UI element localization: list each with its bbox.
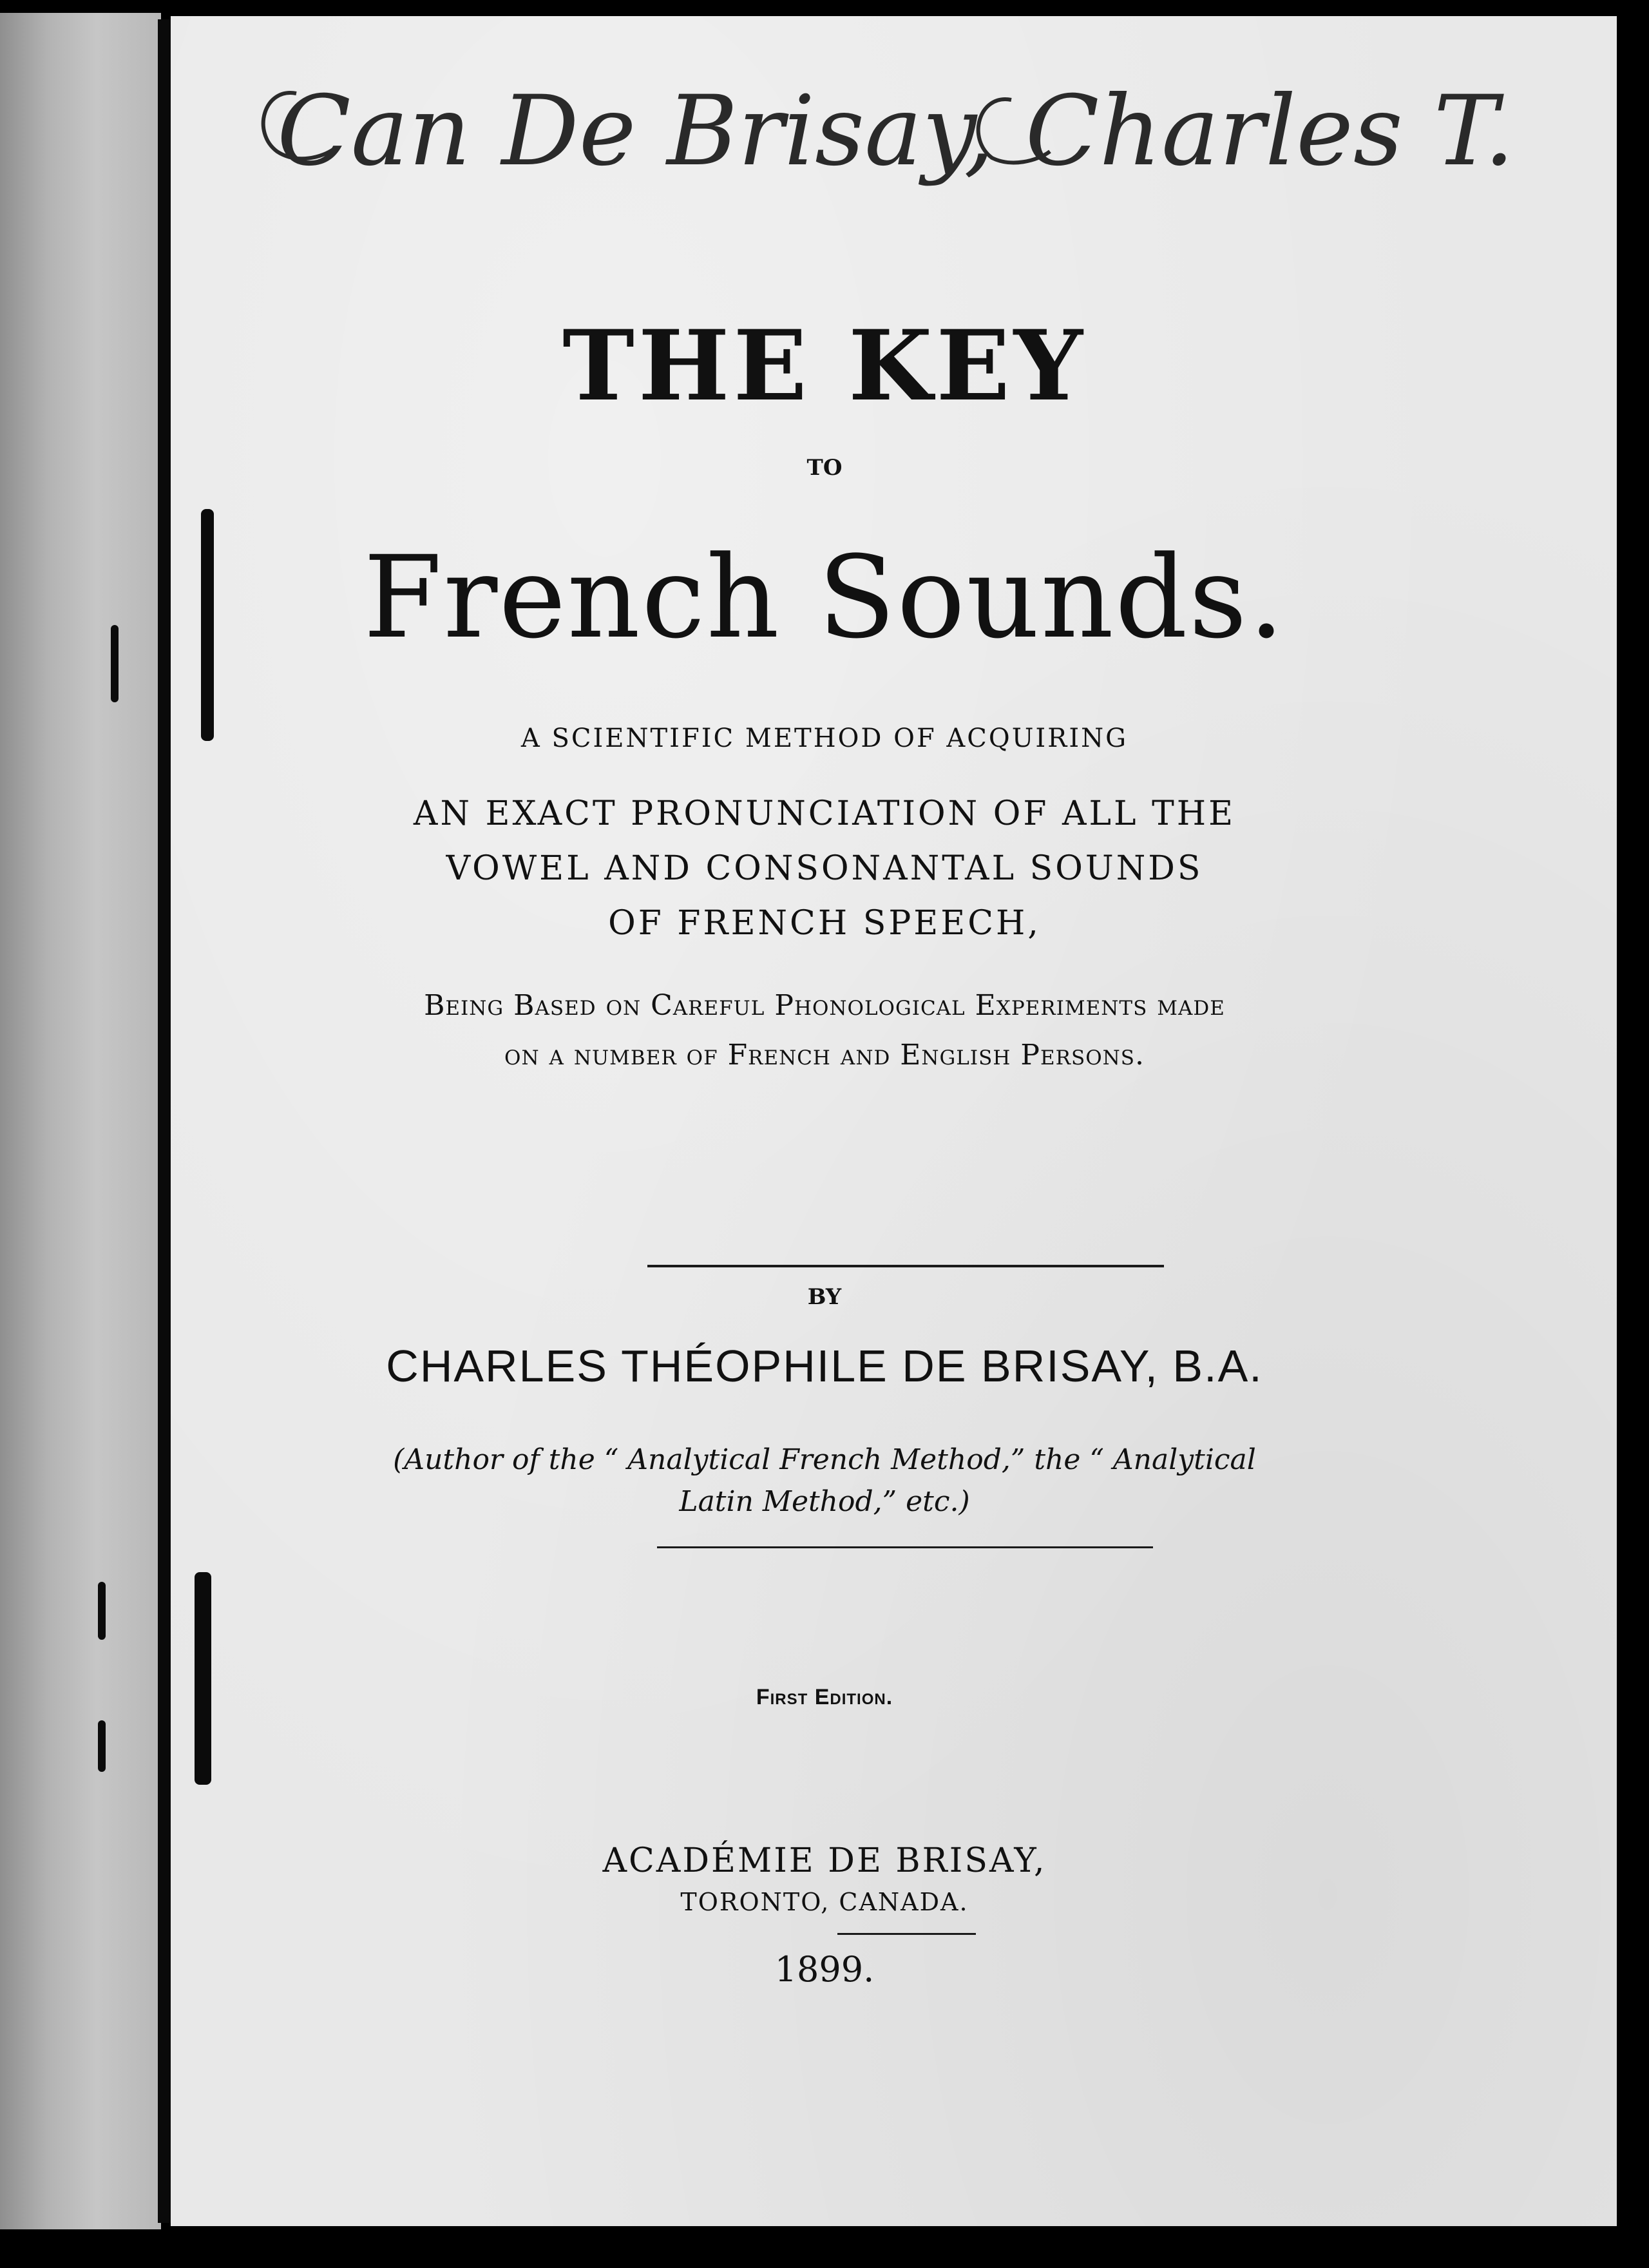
divider-rule [837, 1933, 976, 1935]
author-note: Latin Method,” etc.) [679, 1485, 970, 1518]
title-main: THE KEY [562, 309, 1087, 423]
title-subject: French Sounds. [363, 532, 1286, 664]
binding-mark [98, 1720, 106, 1772]
description-line: AN EXACT PRONUNCIATION OF ALL THE [413, 794, 1236, 833]
handwritten-text: Can De Brisay, Charles T. [277, 75, 1515, 187]
author-name: CHARLES THÉOPHILE DE BRISAY, B.A. [386, 1341, 1263, 1391]
publication-year: 1899. [774, 1949, 875, 1990]
basis-line: Being Based on Careful Phonological Experiments made [424, 989, 1225, 1022]
byline-by: BY [807, 1284, 842, 1310]
title-connector: TO [806, 455, 843, 481]
handwritten-annotation [251, 35, 1604, 203]
publisher-name: ACADÉMIE DE BRISAY, [602, 1841, 1047, 1880]
binding-mark [98, 1582, 106, 1640]
binding-mark [195, 1572, 211, 1785]
description-line: OF FRENCH SPEECH, [608, 904, 1041, 943]
basis-line: on a number of French and English Persons. [504, 1039, 1145, 1072]
divider-rule [657, 1546, 1153, 1548]
author-note: (Author of the “ Analytical French Method,” the “ Analytical [393, 1443, 1256, 1476]
publisher-city: TORONTO, CANADA. [680, 1888, 969, 1916]
description-line: VOWEL AND CONSONANTAL SOUNDS [446, 849, 1203, 888]
divider-rule [647, 1265, 1164, 1267]
edition-label: First Edition. [756, 1685, 893, 1709]
subtitle: A SCIENTIFIC METHOD OF ACQUIRING [520, 724, 1129, 753]
